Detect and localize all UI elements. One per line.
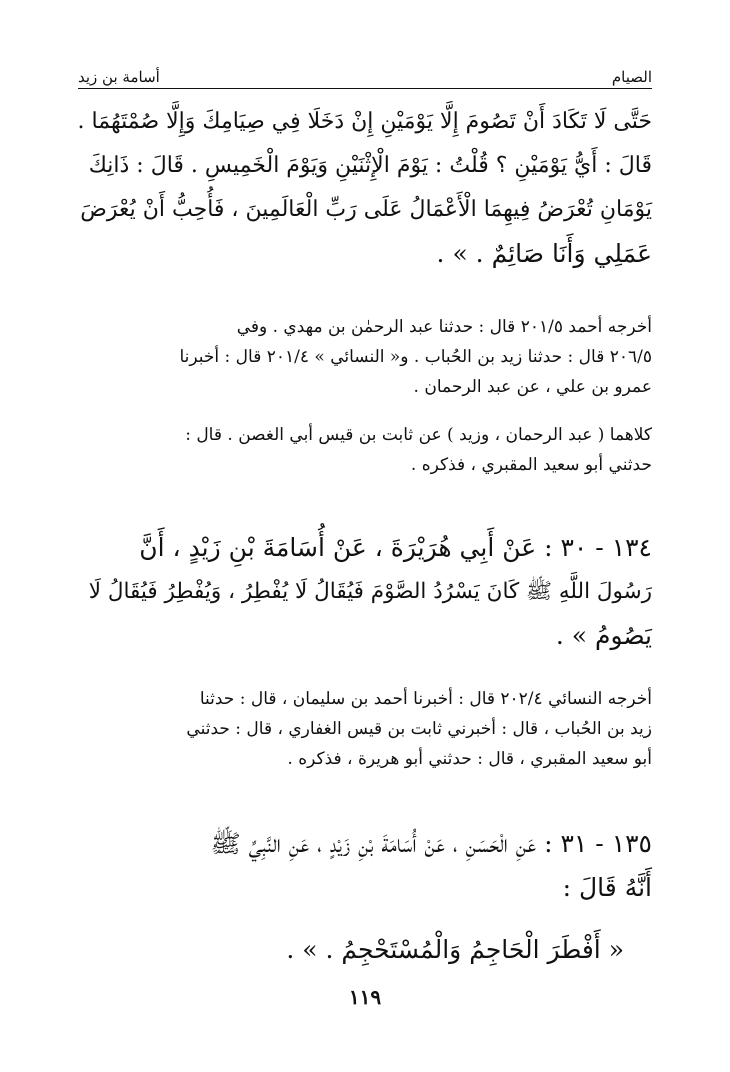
takhrij-paragraph bbox=[78, 420, 652, 480]
page-number: ١١٩ bbox=[348, 985, 382, 1009]
running-header bbox=[78, 66, 652, 89]
takhrij-paragraph bbox=[78, 312, 652, 402]
text-line: ١٣٤ - ٣٠ : عَنْ أَبِي هُرَيْرَةَ ، عَنْ أُسَامَةَ بْنِ زَيْدٍ ، أَنَّ bbox=[139, 533, 652, 562]
text-line: أبو سعيد المقبري ، قال : حدثني أبو هريرة ، فذكره . bbox=[287, 749, 652, 769]
text-line: حدثني أبو سعيد المقبري ، فذكره . bbox=[410, 455, 652, 475]
text-line: أخرجه أحمد ٢٠١/٥ قال : حدثنا عبد الرحمٰن بن مهدي . وفي bbox=[236, 317, 652, 337]
hadith-133-continued bbox=[78, 100, 652, 276]
text-line: كلاهما ( عبد الرحمان ، وزيد ) عن ثابت بن قيس أبي الغصن . قال : bbox=[185, 425, 652, 445]
text-line: ١٣٥ - ٣١ : عَنِ الْحَسَنِ ، عَنْ أُسَامَةَ بْنِ زَيْدٍ ، عَنِ النَّبِيِّ ﷺ bbox=[210, 829, 652, 858]
takhrij-paragraph bbox=[78, 684, 652, 774]
text-line: يَصُومُ » . bbox=[555, 621, 652, 650]
text-line: يَوْمَانِ تُعْرَضُ فِيهِمَا الْأَعْمَالُ عَلَى رَبِّ الْعَالَمِينَ ، فَأُحِبُّ أَنْ يُعْرَضَ bbox=[80, 197, 652, 222]
text-line: حَتَّى لَا تَكَادَ أَنْ تَصُومَ إِلَّا يَوْمَيْنِ إِنْ دَخَلَا فِي صِيَامِكَ وَإِلَّا صُمْتَهُمَا . bbox=[77, 109, 652, 134]
text-line: أَنَّهُ قَالَ : bbox=[562, 873, 652, 902]
hadith-134 bbox=[78, 526, 652, 658]
hadith-135 bbox=[78, 822, 652, 972]
header-chapter: الصيام bbox=[611, 68, 652, 86]
text-line: عَمَلِي وَأَنَا صَائِمٌ . » . bbox=[436, 239, 652, 268]
text-line: « أَفْطَرَ الْحَاجِمُ وَالْمُسْتَحْجِمُ . » . bbox=[286, 935, 624, 964]
header-narrator: أسامة بن زيد bbox=[78, 68, 160, 86]
text-line: زيد بن الحُباب ، قال : أخبرني ثابت بن قيس الغفاري ، قال : حدثني bbox=[186, 719, 652, 739]
text-line: قَالَ : أَيُّ يَوْمَيْنِ ؟ قُلْتُ : يَوْمَ الْإِثْنَيْنِ وَيَوْمَ الْخَمِيسِ . قَالَ : ذَانِكَ bbox=[88, 153, 652, 178]
text-line: أخرجه النسائي ٢٠٢/٤ قال : أخبرنا أحمد بن سليمان ، قال : حدثنا bbox=[199, 689, 652, 709]
text-line: رَسُولَ اللَّهِ ﷺ كَانَ يَسْرُدُ الصَّوْمَ فَيُقَالُ لَا يُفْطِرُ ، وَيُفْطِرُ فَيُقَالُ لَا bbox=[88, 579, 652, 604]
text-line: ٢٠٦/٥ قال : حدثنا زيد بن الحُباب . و« النسائي » ٢٠١/٤ قال : أخبرنا bbox=[179, 347, 652, 367]
text-line: عمرو بن علي ، عن عبد الرحمان . bbox=[413, 377, 652, 397]
